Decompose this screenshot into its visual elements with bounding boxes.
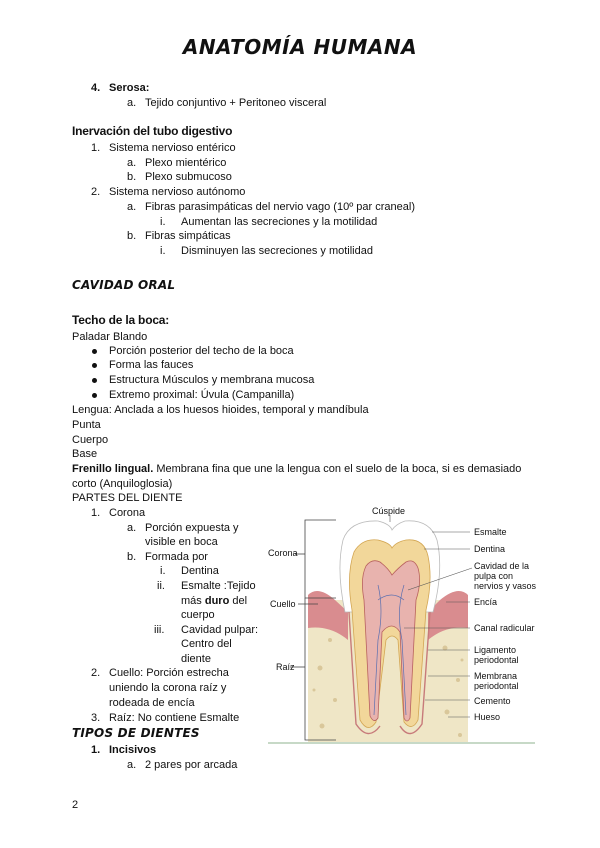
text-run-bold: duro	[204, 595, 230, 607]
list-number: 2.	[91, 186, 101, 198]
label-membrana: periodontal	[474, 681, 519, 691]
list-marker: ii.	[157, 580, 165, 592]
list-item-text: Disminuyen las secreciones y motilidad	[181, 245, 373, 257]
bullet-item: Extremo proximal: Úvula (Campanilla)	[109, 389, 295, 401]
label-raiz: Raíz	[276, 662, 295, 672]
bullet-item: Estructura Músculos y membrana mucosa	[109, 374, 315, 386]
list-item-text: uniendo la corona raíz y	[109, 682, 227, 694]
section-heading-inervacion: Inervación del tubo digestivo	[72, 124, 233, 138]
list-marker: a.	[127, 759, 137, 771]
list-item-text: Centro del	[181, 638, 232, 650]
list-item-text: Esmalte :Tejido	[181, 580, 256, 592]
list-item-text: visible en boca	[145, 536, 218, 548]
list-item-text: Dentina	[181, 565, 219, 577]
list-item-text: rodeada de encía	[109, 697, 195, 709]
list-item-text: 2 pares por arcada	[145, 759, 238, 771]
frenillo-term: Frenillo lingual.	[72, 463, 154, 475]
page-number: 2	[72, 799, 79, 811]
list-marker: a.	[127, 97, 137, 109]
text-run: del	[229, 595, 248, 607]
lengua-line: Lengua: Anclada a los huesos hioides, temporal y mandíbula	[72, 404, 369, 416]
list-item-text: Plexo submucoso	[145, 171, 232, 183]
list-marker: i.	[160, 245, 166, 257]
list-item-text: Aumentan las secreciones y la motilidad	[181, 216, 378, 228]
label-cavidad: pulpa con	[474, 571, 514, 581]
section-heading-tipos: TIPOS DE DIENTES	[72, 726, 200, 740]
label-cavidad: Cavidad de la	[474, 561, 530, 571]
list-item-text: Fibras simpáticas	[145, 230, 231, 242]
text-run: más	[181, 595, 205, 607]
list-marker: a.	[127, 522, 137, 534]
list-marker: b.	[127, 551, 137, 563]
label-cavidad: nervios y vasos	[474, 581, 537, 591]
paladar-label: Paladar Blando	[72, 331, 148, 343]
label-encia: Encía	[474, 597, 498, 607]
list-number: 4.	[91, 82, 101, 94]
list-item-text: Sistema nervioso entérico	[109, 142, 236, 154]
label-ligamento: Ligamento	[474, 645, 517, 655]
bullet-item: Forma las fauces	[109, 359, 194, 371]
list-marker: i.	[160, 565, 166, 577]
list-item-text: Corona	[109, 507, 146, 519]
label-ligamento: periodontal	[474, 655, 519, 665]
label-hueso: Hueso	[474, 712, 501, 722]
frenillo-line-2: corto (Anquiloglosia)	[72, 478, 173, 490]
list-item-text: Fibras parasimpáticas del nervio vago (10º par craneal)	[145, 201, 415, 213]
list-item-text: Cuello: Porción estrecha	[109, 667, 229, 679]
section-heading-cavidad-oral: CAVIDAD ORAL	[72, 278, 176, 292]
label-corona: Corona	[268, 548, 298, 558]
list-item-text: diente	[181, 653, 211, 665]
label-canal: Canal radicular	[474, 623, 535, 633]
list-marker: b.	[127, 171, 137, 183]
list-item-text: cuerpo	[181, 609, 215, 621]
list-item-text: Sistema nervioso autónomo	[109, 186, 246, 198]
label-cuello: Cuello	[270, 599, 296, 609]
label-membrana: Membrana	[474, 671, 518, 681]
serosa-label: Serosa:	[109, 82, 150, 94]
list-number: 2.	[91, 667, 101, 679]
list-number: 3.	[91, 712, 101, 724]
subsection-heading-techo: Techo de la boca:	[72, 313, 170, 327]
list-marker: iii.	[154, 624, 165, 636]
bullet-item: Porción posterior del techo de la boca	[109, 345, 294, 357]
list-marker: i.	[160, 216, 166, 228]
list-number: 1.	[91, 507, 101, 519]
tipos-label: Incisivos	[109, 744, 157, 756]
label-dentina: Dentina	[474, 544, 506, 554]
list-item-text: Cavidad pulpar:	[181, 624, 259, 636]
lengua-part: Base	[72, 448, 98, 460]
frenillo-definition: Membrana fina que une la lengua con el suelo de la boca, si es demasiado	[153, 463, 522, 475]
list-number: 1.	[91, 744, 101, 756]
lengua-part: Punta	[72, 419, 101, 431]
list-number: 1.	[91, 142, 101, 154]
list-item-text: Plexo mientérico	[145, 157, 227, 169]
list-item-text: Tejido conjuntivo + Peritoneo visceral	[145, 97, 327, 109]
label-cuspide: Cúspide	[372, 506, 406, 516]
list-item-text: Porción expuesta y	[145, 522, 239, 534]
lengua-part: Cuerpo	[72, 434, 109, 446]
label-cemento: Cemento	[474, 696, 511, 706]
page-title: ANATOMÍA HUMANA	[182, 35, 418, 59]
list-item-text: Formada por	[145, 551, 208, 563]
list-item-text: Raíz: No contiene Esmalte	[109, 712, 240, 724]
list-marker: a.	[127, 157, 137, 169]
list-marker: a.	[127, 201, 137, 213]
list-marker: b.	[127, 230, 137, 242]
partes-heading: PARTES DEL DIENTE	[72, 492, 183, 504]
label-esmalte: Esmalte	[474, 527, 507, 537]
